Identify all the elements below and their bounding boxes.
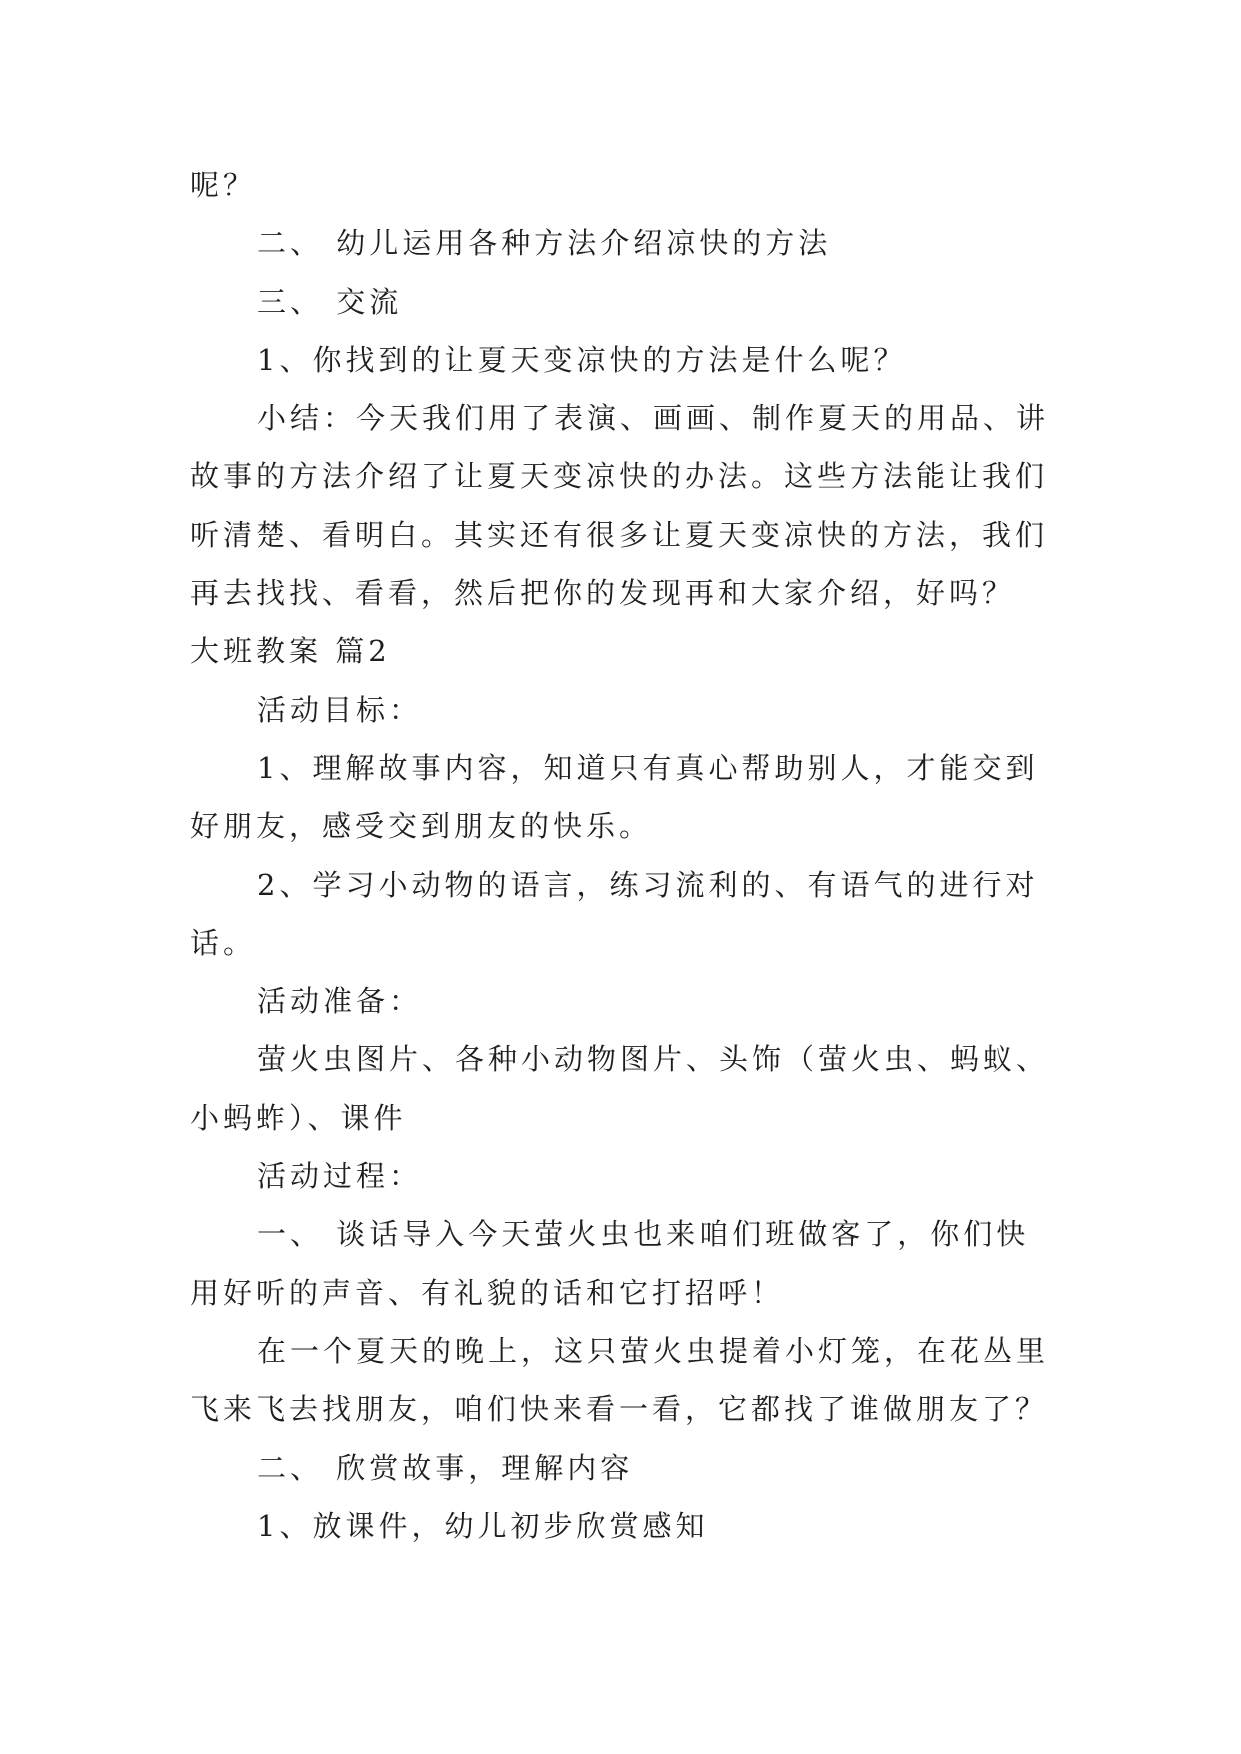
question-line: 1、你找到的让夏天变凉快的方法是什么呢？	[257, 342, 907, 377]
process-step-line: 用好听的声音、有礼貌的话和它打招呼！	[190, 1275, 785, 1310]
goals-title: 活动目标：	[257, 692, 423, 727]
prep-line: 萤火虫图片、各种小动物图片、头饰（萤火虫、蚂蚁、	[257, 1042, 1050, 1077]
document-page	[190, 156, 1150, 1555]
summary-line: 小结：今天我们用了表演、画画、制作夏天的用品、讲	[257, 401, 1050, 436]
story-line: 飞来飞去找朋友，咱们快来看一看，它都找了谁做朋友了？	[190, 1392, 1049, 1427]
summary-line: 故事的方法介绍了让夏天变凉快的办法。这些方法能让我们	[190, 459, 1049, 494]
prep-title: 活动准备：	[257, 984, 423, 1019]
goal-line: 话。	[190, 925, 257, 960]
continued-line: 呢？	[190, 168, 257, 202]
prep-line: 小蚂蚱）、课件	[190, 1100, 407, 1135]
section-heading: 大班教案 篇2	[190, 634, 391, 669]
story-line: 在一个夏天的晚上，这只萤火虫提着小灯笼，在花丛里	[257, 1333, 1050, 1368]
summary-line: 听清楚、看明白。其实还有很多让夏天变凉快的方法，我们	[190, 517, 1049, 552]
step-two-line: 二、 幼儿运用各种方法介绍凉快的方法	[257, 226, 832, 261]
goal-line: 好朋友，感受交到朋友的快乐。	[190, 809, 653, 844]
summary-line: 再去找找、看看，然后把你的发现再和大家介绍，好吗？	[190, 576, 1016, 611]
step-three-line: 三、 交流	[257, 284, 403, 319]
goal-line: 2、学习小动物的语言，练习流利的、有语气的进行对	[257, 867, 1039, 902]
process-title: 活动过程：	[257, 1159, 423, 1194]
process-step-line: 二、 欣赏故事，理解内容	[257, 1450, 634, 1485]
goal-line: 1、理解故事内容，知道只有真心帮助别人，才能交到	[257, 750, 1039, 785]
process-step-line: 一、 谈话导入今天萤火虫也来咱们班做客了，你们快	[257, 1217, 1030, 1252]
process-item-line: 1、放课件，幼儿初步欣赏感知	[257, 1508, 709, 1543]
